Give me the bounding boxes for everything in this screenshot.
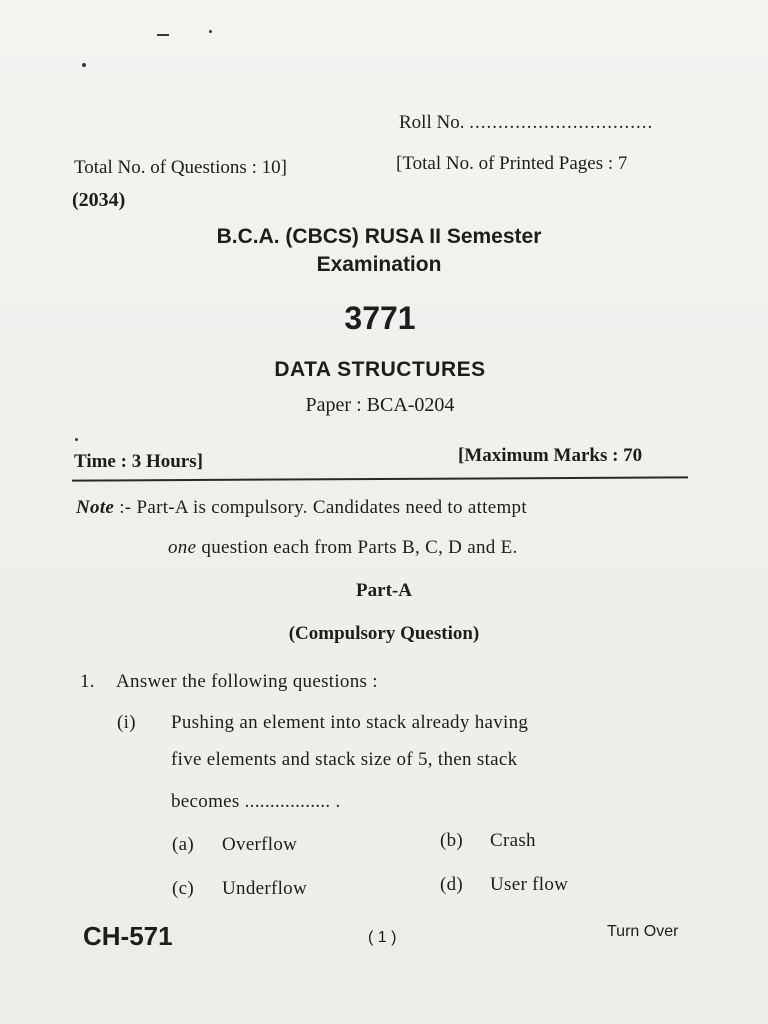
total-pages: [Total No. of Printed Pages : 7 — [396, 153, 628, 174]
scan-speck — [209, 30, 212, 33]
scan-speck — [82, 63, 86, 67]
footer-turn-over: Turn Over — [607, 923, 679, 940]
note-separator: :- — [119, 497, 132, 518]
exam-title-line1: B.C.A. (CBCS) RUSA II Semester — [216, 225, 542, 248]
question-1 — [80, 671, 378, 693]
question-number: 1. — [80, 671, 95, 692]
option-b — [440, 830, 536, 852]
part-a-heading: Part-A — [356, 580, 412, 601]
note-line1 — [76, 497, 527, 519]
option-label: (a) — [172, 834, 194, 855]
subject-title: DATA STRUCTURES — [274, 358, 486, 381]
option-text: Underflow — [222, 878, 308, 899]
footer-page-number: ( 1 ) — [368, 929, 397, 946]
question-text: Answer the following questions : — [116, 671, 378, 692]
maximum-marks: [Maximum Marks : 70 — [458, 445, 643, 466]
footer-code: CH-571 — [83, 921, 173, 951]
option-label: (b) — [440, 830, 464, 851]
part-a-subheading: (Compulsory Question) — [288, 623, 480, 644]
option-label: (c) — [172, 878, 194, 899]
option-d — [440, 874, 568, 896]
paper-code: 3771 — [344, 300, 416, 336]
time-allowed: Time : 3 Hours] — [74, 451, 203, 472]
scan-speck — [75, 438, 78, 441]
roll-number-label: Roll No. — [399, 112, 465, 133]
roll-number-blank: ................................ — [469, 112, 654, 133]
note-emphasis: one — [168, 537, 197, 558]
sub-question-line1: Pushing an element into stack already having — [171, 712, 529, 733]
option-c — [172, 878, 307, 900]
header-divider — [72, 476, 688, 481]
option-text: Crash — [490, 830, 536, 851]
option-text: User flow — [490, 874, 569, 895]
sub-question-line3: becomes ................. . — [171, 791, 341, 812]
option-text: Overflow — [222, 834, 298, 855]
exam-title-line2: Examination — [316, 253, 442, 276]
paper-serial: (2034) — [72, 189, 126, 211]
total-questions: Total No. of Questions : 10] — [74, 157, 287, 178]
note-text-2: question each from Parts B, C, D and E. — [201, 537, 518, 558]
sub-question-i — [117, 712, 528, 734]
paper-number: Paper : BCA-0204 — [305, 394, 455, 416]
option-a — [172, 834, 297, 856]
option-label: (d) — [440, 874, 464, 895]
sub-question-line2: five elements and stack size of 5, then stack — [171, 749, 518, 770]
sub-question-number: (i) — [117, 712, 136, 733]
note-line2 — [168, 537, 518, 559]
roll-number-line — [399, 112, 653, 134]
scan-speck — [157, 34, 169, 36]
note-label: Note — [76, 497, 115, 518]
note-text-1: Part-A is compulsory. Candidates need to attempt — [136, 497, 527, 518]
